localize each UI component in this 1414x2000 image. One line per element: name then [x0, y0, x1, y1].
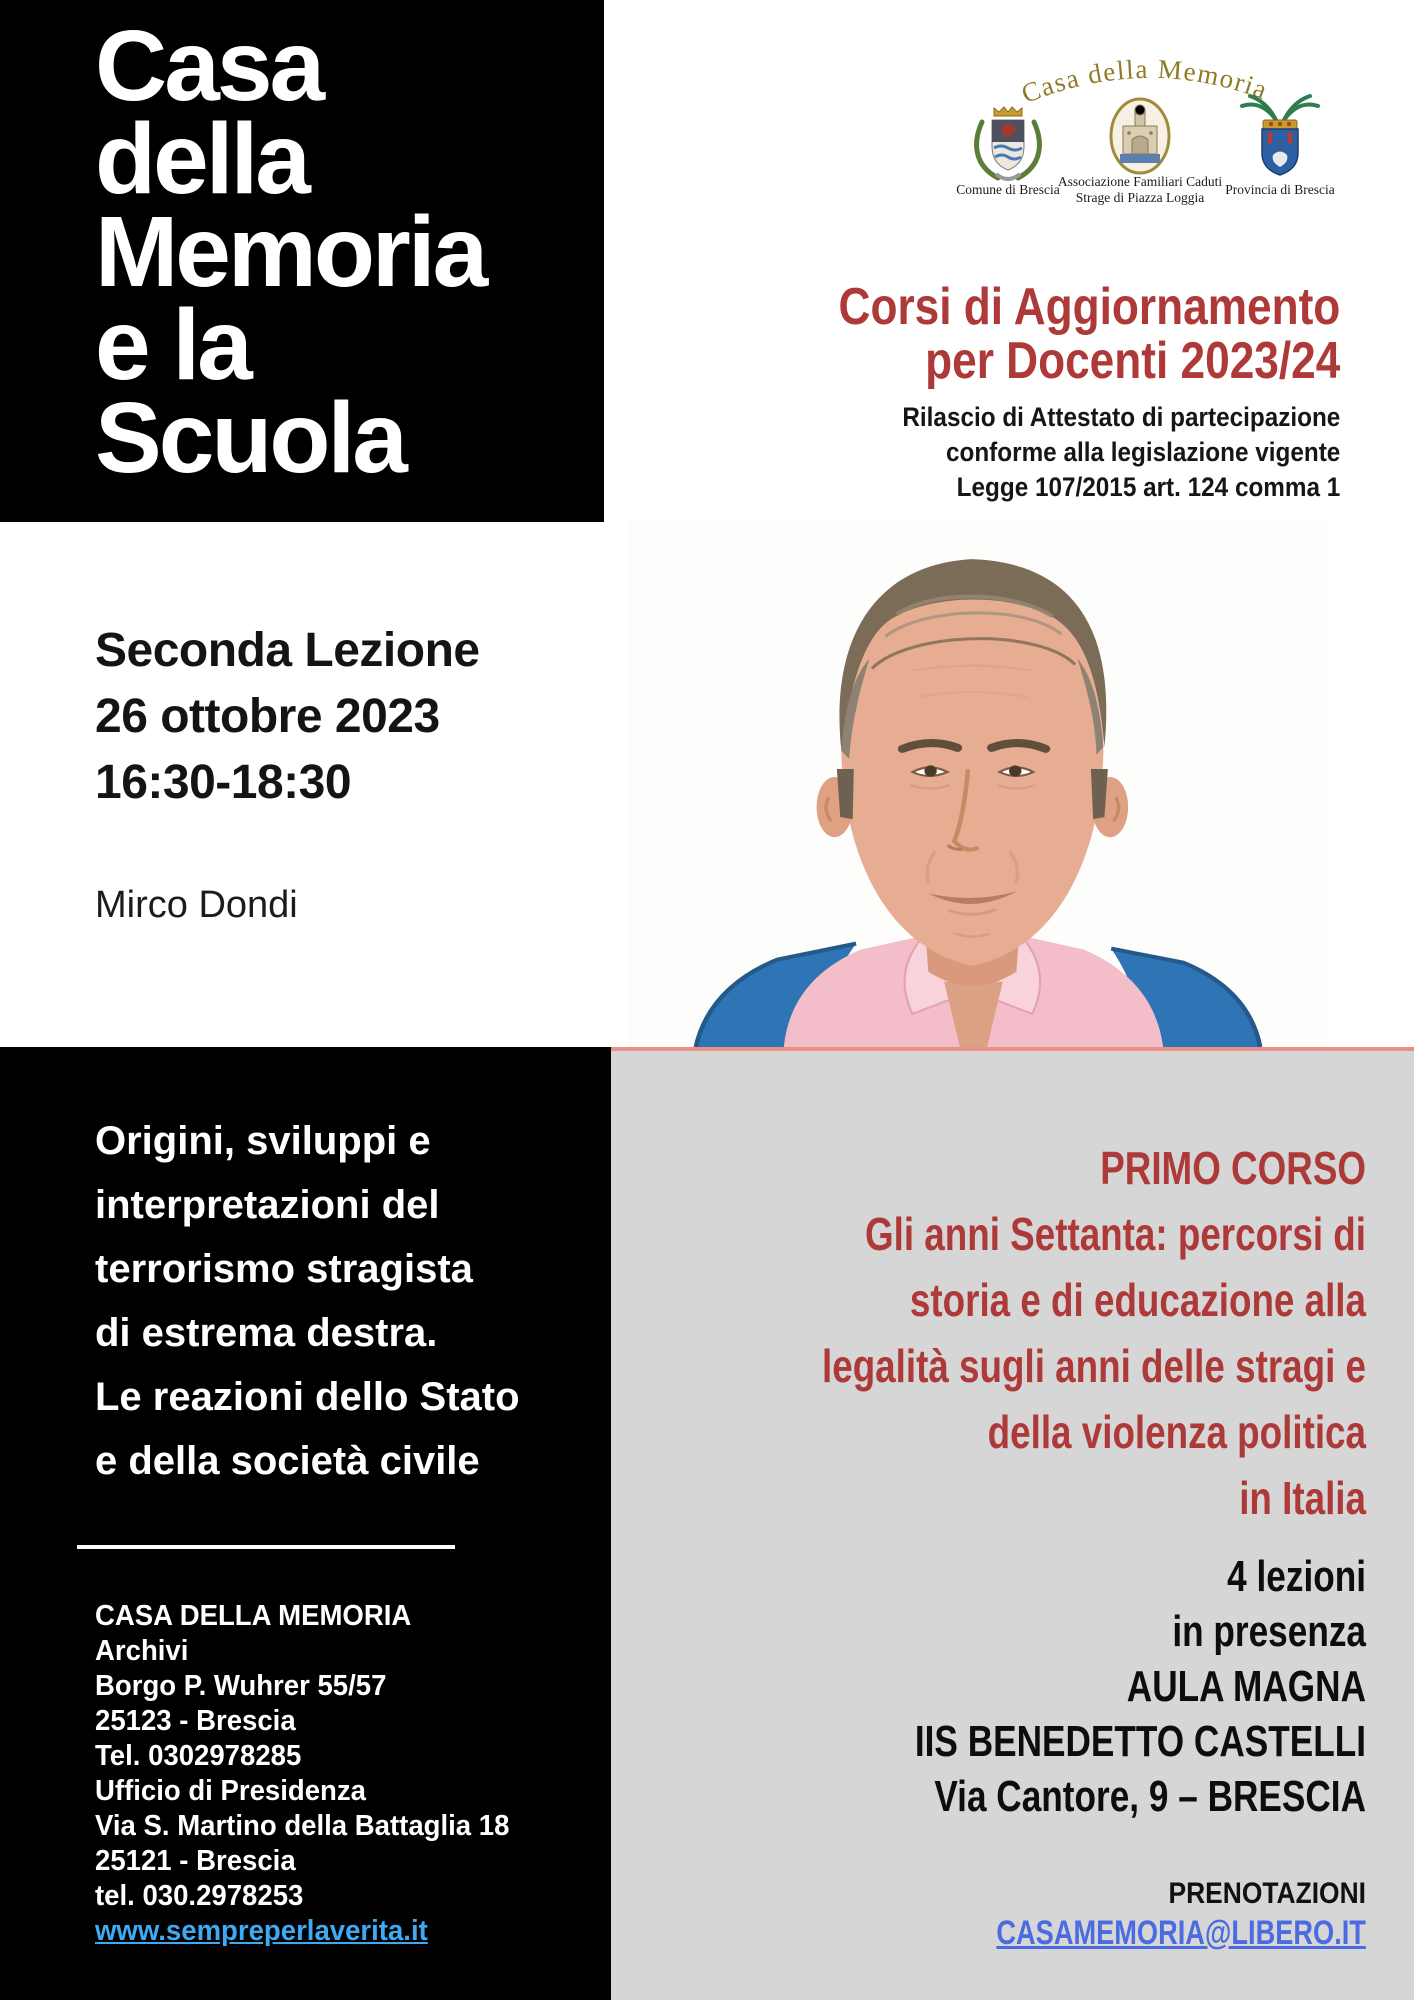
first-course-line: in Italia [1239, 1472, 1366, 1524]
comune-di-brescia-emblem-icon [977, 107, 1040, 179]
poster-title-line: e la [95, 289, 250, 401]
associazione-caption-line2: Strage di Piazza Loggia [1075, 190, 1205, 205]
topic-line: di estrema destra. [95, 1311, 438, 1355]
contact-line: 25121 - Brescia [95, 1845, 296, 1877]
contact-line: Tel. 0302978285 [95, 1740, 302, 1772]
course-note-line: Legge 107/2015 art. 124 comma 1 [956, 472, 1340, 502]
poster-title [95, 10, 486, 494]
speaker-name: Mirco Dondi [95, 884, 298, 926]
poster-title-line: della [95, 103, 308, 215]
topic-line: terrorismo stragista [95, 1247, 473, 1291]
course-title-line2: per Docenti 2023/24 [924, 332, 1340, 390]
first-course-line: legalità sugli anni delle stragi e [822, 1340, 1366, 1392]
course-detail-line: AULA MAGNA [1126, 1662, 1366, 1711]
contact-line: Archivi [95, 1635, 189, 1667]
course-note-line: conforme alla legislazione vigente [945, 437, 1340, 467]
course-note-line: Rilascio di Attestato di partecipazione [902, 402, 1340, 432]
course-detail-line: in presenza [1172, 1607, 1366, 1656]
contact-org-name: CASA DELLA MEMORIA [95, 1600, 412, 1632]
course-title [750, 280, 1340, 388]
first-course-line: storia e di educazione alla [909, 1274, 1366, 1326]
poster-title-line: Scuola [95, 382, 405, 494]
lecture-topic [95, 1109, 520, 1493]
contact-line: Ufficio di Presidenza [95, 1775, 366, 1807]
contact-block [95, 1599, 531, 1949]
logos-header [950, 40, 1370, 245]
lesson-lines [95, 618, 480, 816]
booking-email-link[interactable]: CASAMEMORIA@LIBERO.IT [996, 1914, 1366, 1952]
first-course-label: PRIMO CORSO [1100, 1142, 1366, 1194]
associazione-caption-line1: Associazione Familiari Caduti [1057, 174, 1223, 189]
poster-title-line: Memoria [95, 196, 486, 308]
speaker-photo [628, 518, 1328, 1047]
course-header [750, 280, 1340, 505]
provincia-di-brescia-emblem-icon [1242, 96, 1318, 175]
booking-label: PRENOTAZIONI [1168, 1877, 1366, 1910]
casa-della-memoria-arc-text: Casa della Memoria [1017, 53, 1273, 110]
topic-line: Origini, sviluppi e [95, 1119, 431, 1163]
contact-line: Borgo P. Wuhrer 55/57 [95, 1670, 387, 1702]
course-note [750, 400, 1340, 505]
course-title-line1: Corsi di Aggiornamento [838, 278, 1340, 336]
topic-line: e della società civile [95, 1439, 480, 1483]
website-link[interactable]: www.sempreperlaverita.it [95, 1915, 428, 1947]
lesson-date: 26 ottobre 2023 [95, 690, 440, 743]
first-course-line: della violenza politica [987, 1406, 1366, 1458]
course-detail-line: IIS BENEDETTO CASTELLI [914, 1717, 1366, 1766]
topic-black-box [0, 1047, 611, 2000]
comune-caption: Comune di Brescia [956, 182, 1060, 197]
contact-line: Via S. Martino della Battaglia 18 [95, 1810, 510, 1842]
course-details [666, 1549, 1366, 1824]
speaker-photo-svg [628, 518, 1328, 1047]
contact-line: 25123 - Brescia [95, 1705, 296, 1737]
associazione-familiari-caduti-emblem-icon [1111, 99, 1169, 173]
lesson-time: 16:30-18:30 [95, 756, 352, 809]
topic-line: Le reazioni dello Stato [95, 1375, 520, 1419]
course-detail-line: Via Cantore, 9 – BRESCIA [934, 1772, 1366, 1821]
first-course-block [666, 1135, 1366, 1531]
booking-block [666, 1876, 1366, 1954]
poster-title-line: Casa [95, 10, 323, 122]
first-course-line: Gli anni Settanta: percorsi di [865, 1208, 1366, 1260]
course-gray-panel [611, 1047, 1414, 2000]
lesson-title: Seconda Lezione [95, 624, 480, 677]
provincia-caption: Provincia di Brescia [1225, 182, 1335, 197]
topic-line: interpretazioni del [95, 1183, 440, 1227]
title-black-box [0, 0, 604, 522]
course-detail-line: 4 lezioni [1227, 1552, 1366, 1601]
logos-svg [950, 40, 1370, 245]
contact-line: tel. 030.2978253 [95, 1880, 304, 1912]
divider-line [77, 1545, 455, 1549]
lesson-block [95, 618, 480, 927]
